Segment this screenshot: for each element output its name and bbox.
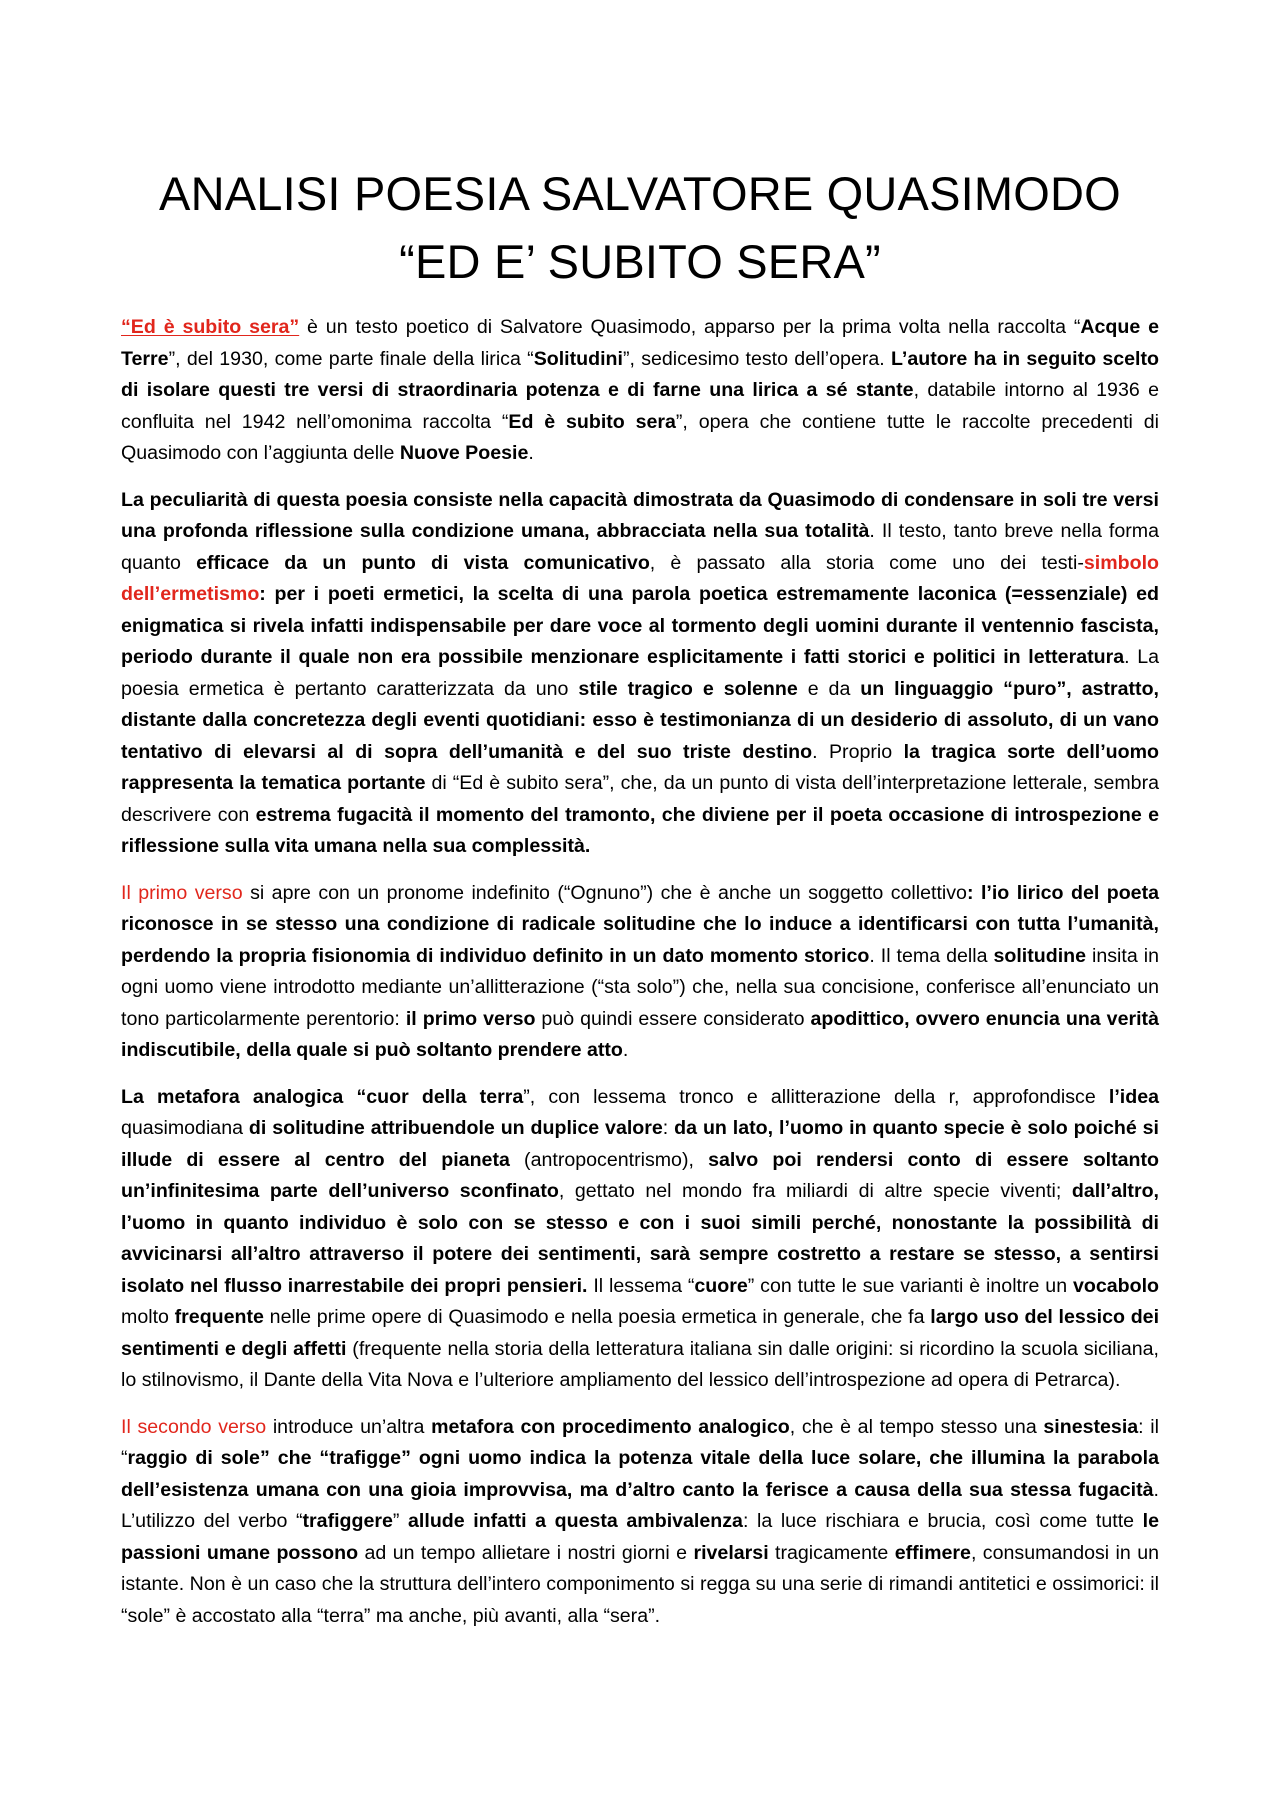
text-run: introduce un’altra	[266, 1415, 432, 1438]
text-run: Ed è subito sera	[508, 410, 676, 433]
text-run: apodittico, ovvero enuncia una verità indiscutibile, della quale si può soltanto prendere atto	[121, 1007, 1159, 1061]
text-run: il primo verso	[405, 1007, 536, 1030]
text-run: .	[622, 1039, 629, 1061]
text-run: Solitudini	[533, 347, 623, 370]
text-run: l’idea	[1108, 1085, 1159, 1108]
text-run: L’autore ha in seguito scelto di isolare questi tre versi di straordinaria potenza e di farne una lirica a sé stante	[121, 347, 1159, 401]
text-run: da un lato, l’uomo in quanto specie è solo poiché si illude di essere al centro del pianeta	[121, 1117, 1160, 1171]
text-run: (frequente nella storia della letteratura italiana sin dalle origini: si ricordino la scuola siciliana, lo stilnovismo, il Dante della Vita Nova e l’ulteriore ampliamento del lessico dell’introspezione ad opera di Petrarca).	[121, 1337, 1159, 1391]
text-run: cuore	[694, 1274, 748, 1297]
text-run: tragicamente	[768, 1541, 895, 1564]
text-run: efficace da un punto di vista comunicativo	[196, 551, 650, 574]
text-run: quasimodiana	[121, 1117, 249, 1139]
text-run: . Il testo, tanto breve nella forma quanto	[121, 520, 1159, 574]
text-run: estrema fugacità il momento del tramonto, che diviene per il poeta occasione di introspezione e riflessione sulla vita umana nella sua complessità.	[121, 803, 1159, 857]
text-run: : la luce rischiara e brucia, così come tutte	[742, 1510, 1143, 1532]
text-run: , gettato nel mondo fra miliardi di altre specie viventi;	[558, 1180, 1072, 1202]
text-run: : il “	[121, 1415, 1159, 1469]
paragraph-metaphor	[121, 1082, 1159, 1397]
text-run: Il primo verso	[121, 881, 243, 904]
text-run: molto	[121, 1306, 175, 1328]
text-run: ”, sedicesimo testo dell’opera.	[622, 347, 892, 370]
text-run: (antropocentrismo),	[509, 1148, 709, 1171]
paragraph-first-verse	[121, 878, 1159, 1067]
text-run: un linguaggio “puro”, astratto, distante dalla concretezza degli eventi quotidiani: esso è testimonianza di un desiderio di assoluto, di un vano tentativo di elevarsi al di sopra dell’umanità e del suo triste destino	[121, 677, 1159, 763]
text-run: è un testo poetico di Salvatore Quasimodo, apparso per la prima volta nella raccolta “	[299, 316, 1081, 338]
text-run: ” con tutte le sue varianti è inoltre un	[747, 1274, 1073, 1297]
text-run: può quindi essere considerato	[535, 1007, 811, 1030]
text-run: trafiggere	[302, 1510, 393, 1532]
text-run: ”, opera che contiene tutte le raccolte precedenti di Quasimodo con l’aggiunta delle	[121, 410, 1159, 464]
text-run: stile tragico e solenne	[578, 677, 798, 700]
text-run: : per i poeti ermetici, la scelta di una parola poetica estremamente laconica (=essenziale) ed enigmatica si rivela infatti indispensabile per dare voce al tormento degli uomini durante il ventennio fascista, periodo durante il quale non era possibile menzionare esplicitamente i fatti storici e politici in letteratura	[121, 583, 1159, 668]
text-run: di solitudine attribuendole un duplice valore	[248, 1117, 663, 1139]
text-run: dall’altro, l’uomo in quanto individuo è solo con se stesso e con i suoi simili perché, nonostante la possibilità di avvicinarsi all’altro attraverso il potere dei sentimenti, sarà sempre costretto a restare se stesso, a sentirsi isolato nel flusso inarrestabile dei propri pensieri.	[121, 1180, 1159, 1297]
document-title	[0, 160, 1280, 296]
text-run: “Ed è subito sera”	[121, 316, 300, 338]
paragraph-intro	[121, 312, 1159, 470]
text-run: nelle prime opere di Quasimodo e nella poesia ermetica in generale, che fa	[263, 1306, 931, 1328]
title-line-2: “ED E’ SUBITO SERA”	[399, 235, 881, 288]
text-run: e da	[797, 677, 861, 700]
text-run: ”, del 1930, come parte finale della lirica “	[168, 347, 534, 370]
text-run: La metafora analogica “cuor della terra	[121, 1085, 524, 1108]
text-run: raggio di sole” che “trafigge” ogni uomo indica la potenza vitale della luce solare, che illumina la parabola dell’esistenza umana con una gioia improvvisa, ma d’altro canto la ferisce a causa della sua stessa fugacità	[121, 1447, 1159, 1501]
text-run: Il lessema “	[587, 1274, 695, 1297]
text-run: frequente	[174, 1306, 264, 1328]
text-run: .	[528, 442, 534, 464]
text-run: Il secondo verso	[121, 1415, 267, 1438]
text-run: :	[662, 1117, 675, 1139]
text-run: insita in ogni uomo viene introdotto mediante un’allitterazione (“sta solo”) che, nella sua concisione, conferisce all’enunciato un tono particolarmente perentorio:	[121, 944, 1159, 1030]
text-run: ad un tempo allietare i nostri giorni e	[358, 1541, 694, 1564]
text-run: : l’io lirico del poeta riconosce in se stesso una condizione di radicale solitudine che lo induce a identificarsi con tutta l’umanità, perdendo la propria fisionomia di individuo definito in un dato momento storico	[121, 881, 1160, 967]
paragraph-second-verse	[121, 1412, 1159, 1633]
text-run: solitudine	[993, 944, 1087, 967]
text-run: sinestesia	[1043, 1415, 1139, 1438]
text-run: effimere	[894, 1541, 971, 1564]
text-run: La peculiarità di questa poesia consiste nella capacità dimostrata da Quasimodo di condensare in soli tre versi una profonda riflessione sulla condizione umana, abbracciata nella sua totalità	[121, 488, 1159, 542]
text-run: rivelarsi	[693, 1541, 769, 1564]
text-run: . La poesia ermetica è pertanto caratterizzata da uno	[121, 646, 1159, 700]
text-run: metafora con procedimento analogico	[431, 1415, 790, 1438]
text-run: la tragica sorte dell’uomo rappresenta la tematica portante	[121, 740, 1159, 794]
text-run: le passioni umane possono	[121, 1510, 1159, 1564]
text-run: salvo poi rendersi conto di essere soltanto un’infinitesima parte dell’universo sconfinato	[121, 1148, 1160, 1202]
text-run: . L’utilizzo del verbo “	[121, 1478, 1159, 1532]
text-run: Nuove Poesie	[399, 442, 529, 464]
text-run: , che è al tempo stesso una	[789, 1415, 1044, 1438]
title-line-1: ANALISI POESIA SALVATORE QUASIMODO	[159, 167, 1121, 220]
text-run: di “Ed è subito sera”, che, da un punto di vista dell’interpretazione letterale, sembra descrivere con	[121, 772, 1159, 826]
paragraph-peculiarity	[121, 485, 1159, 863]
text-run: . Il tema della	[869, 944, 994, 967]
document-body	[121, 312, 1159, 1647]
text-run: si apre con un pronome indefinito (“Ognuno”) che è anche un soggetto collettivo	[242, 881, 967, 904]
text-run: . Proprio	[812, 740, 904, 763]
text-run: largo uso del lessico dei sentimenti e degli affetti	[121, 1306, 1160, 1360]
text-run: Acque e Terre	[121, 316, 1159, 370]
text-run: , consumandosi in un istante. Non è un caso che la struttura dell’intero componimento si regga su una serie di rimandi antitetici e ossimorici: il “sole” è accostato alla “terra” ma anche, più avanti, alla “sera”.	[121, 1541, 1159, 1627]
text-run: ”	[392, 1510, 409, 1532]
text-run: simbolo dell’ermetismo	[121, 551, 1159, 605]
text-run: allude infatti a questa ambivalenza	[408, 1510, 743, 1532]
text-run: , databile intorno al 1936 e confluita nel 1942 nell’omonima raccolta “	[121, 379, 1159, 433]
text-run: ”, con lessema tronco e allitterazione della r, approfondisce	[523, 1085, 1109, 1108]
text-run: vocabolo	[1072, 1274, 1159, 1297]
text-run: , è passato alla storia come uno dei testi-	[649, 551, 1084, 574]
